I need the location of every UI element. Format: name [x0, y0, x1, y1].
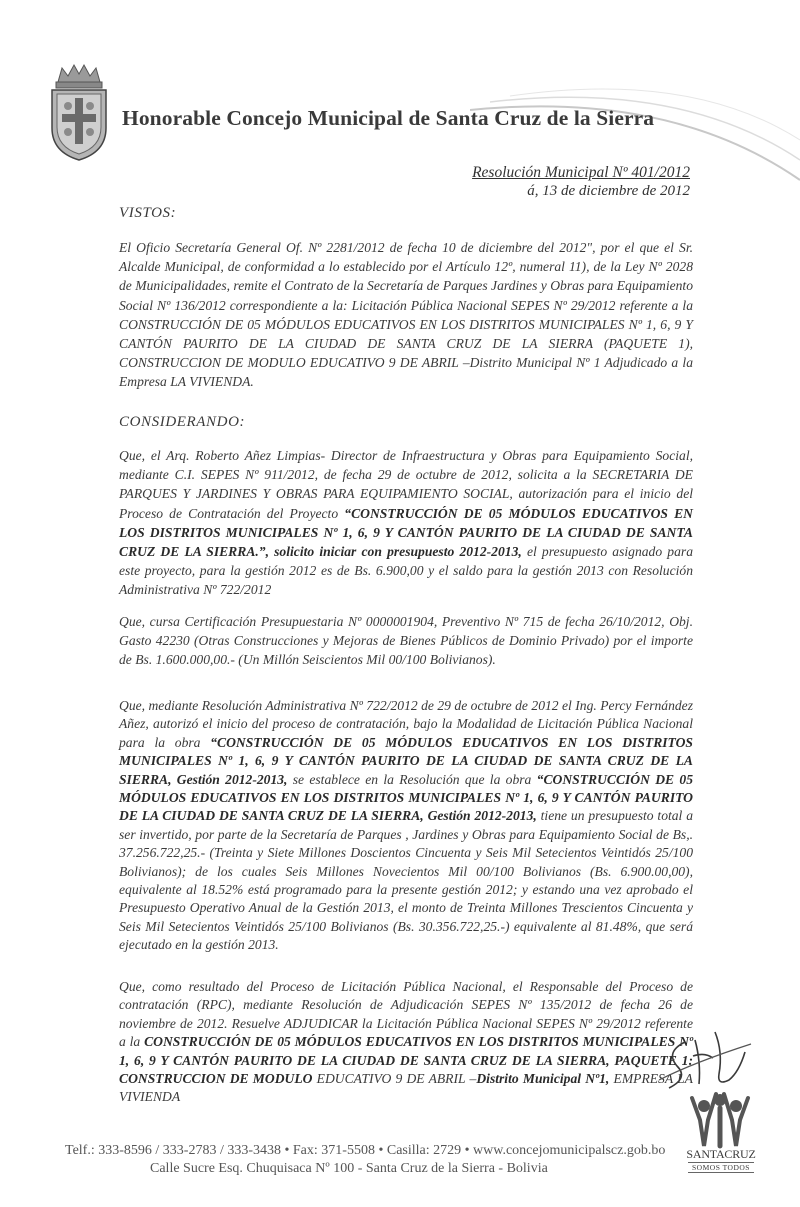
text-run: se establece en la Resolución que la obra [287, 771, 537, 787]
text-run: EMPRESA LA VIVIENDA [119, 1071, 693, 1105]
text-run: Que, mediante Resolución Administrativa Nº 722/2012 de 29 de octubre de 2012 el Ing. Percy Fernández Añez, autorizó el inicio del proceso de contratación, bajo la Modalidad de Licitación Pública Nacional para la obra [119, 698, 693, 750]
project-title-bold: “CONSTRUCCIÓN DE 05 MÓDULOS EDUCATIVOS EN LOS DISTRITOS MUNICIPALES Nº 1, 6, 9 Y CANTÓN PAURITO DE LA CIUDAD DE SANTA CRUZ DE LA SIERRA, Gestión 2012-2013, [119, 771, 693, 824]
santa-cruz-logo-subtitle: SOMOS TODOS [688, 1162, 754, 1173]
council-title: Honorable Concejo Municipal de Santa Cruz de la Sierra [122, 106, 655, 130]
text-run: tiene un presupuesto total a ser invertido, por parte de la Secretaría de Parques , Jardines y Obras para Equipamiento Social de Bs,. 37.256.722,25.- (Treinta y Siete Millones Doscientos Cincuenta y Seis Mil Setecientos Veintidós 25/100 Bolivianos); de los cuales Seis Millones Novecientos Mil 00/100 Bolivianos (Bs. 6.900.00,00), equivalente al 18.52% está programado para la presente gestión 2012; y estando una vez aprobado el Presupuesto Operativo Anual de la Gestión 2013, el monto de Treinta Millones Trescientos Cincuenta y Seis Mil Setecientos Veintidós 25/100 Bolivianos (Bs. 30.356.722,25.-) equivalente al 81.48%, que será ejecutado en la gestión 2013. [119, 808, 693, 953]
text-run: el presupuesto asignado para este proyecto, para la gestión 2012 es de Bs. 6.900,00 y el saldo para la gestión 2013 con Resolución Administrativa Nº 722/2012 [119, 544, 693, 598]
text-run: EDUCATIVO 9 DE ABRIL – [312, 1071, 477, 1087]
santa-cruz-logo-text: SANTACRUZ [686, 1147, 756, 1161]
award-title-bold: CONSTRUCCIÓN DE 05 MÓDULOS EDUCATIVOS EN LOS DISTRITOS MUNICIPALES Nº 1, 6, 9 Y CANTÓN PAURITO DE LA CIUDAD DE SANTA CRUZ DE LA SIERRA, PAQUETE 1: CONSTRUCCION DE MODULO [119, 1034, 694, 1087]
considerando-paragraph-4 [119, 978, 693, 1107]
vistos-heading: VISTOS: [119, 205, 177, 221]
considerando-paragraph-1 [119, 446, 693, 600]
coat-of-arms-icon [48, 62, 110, 162]
footer-address-line: Calle Sucre Esq. Chuquisaca Nº 100 - Santa Cruz de la Sierra - Bolivia [150, 1161, 548, 1176]
text-run: Que, como resultado del Proceso de Licitación Pública Nacional, el Responsable del Proceso de contratación (RPC), mediante Resolución de Adjudicación SEPES Nº 135/2012 de fecha 26 de noviembre de 2012. Resuelve ADJUDICAR la Licitación Pública Nacional SEPES Nº 29/2012 referente a la [119, 979, 693, 1050]
resolution-date: á, 13 de diciembre de 2012 [527, 183, 690, 199]
vistos-paragraph: El Oficio Secretaría General Of. Nº 2281/2012 de fecha 10 de diciembre del 2012", por el que el Sr. Alcalde Municipal, de conformidad a lo establecido por el Artículo 12º, numeral 11), de la Ley Nº 2028 de Municipalidades, remite el Contrato de la Secretaría de Parques Jardines y Obras para Equipamiento Social Nº 136/2012 correspondiente a la: Licitación Pública Nacional SEPES Nº 29/2012 referente a la CONSTRUCCIÓN DE 05 MÓDULOS EDUCATIVOS EN LOS DISTRITOS MUNICIPALES Nº 1, 6, 9 Y CANTÓN PAURITO DE LA CIUDAD DE SANTA CRUZ DE LA SIERRA (PAQUETE 1), CONSTRUCCION DE MODULO EDUCATIVO 9 DE ABRIL –Distrito Municipal Nº 1 Adjudicado a la Empresa LA VIVIENDA. [119, 240, 693, 390]
district-bold: Distrito Municipal Nº1, [476, 1071, 610, 1087]
considerando-paragraph-2: Que, cursa Certificación Presupuestaria Nº 0000001904, Preventivo Nº 715 de fecha 26/10/2012, Obj. Gasto 42230 (Otras Construcciones y Mejoras de Bienes Públicos de Dominio Privado) por el importe de Bs. 1.600.000,00.- (Un Millón Seiscientos Mil 00/100 Bolivianos). [119, 614, 693, 668]
considerando-paragraph-3 [119, 697, 693, 955]
footer-contact-line: Telf.: 333-8596 / 333-2783 / 333-3438 • Fax: 371-5508 • Casilla: 2729 • www.concejomunicipalscz.gob.bo [65, 1143, 666, 1158]
project-title-bold: “CONSTRUCCIÓN DE 05 MÓDULOS EDUCATIVOS EN LOS DISTRITOS MUNICIPALES Nº 1, 6, 9 Y CANTÓN PAURITO DE LA CIUDAD DE SANTA CRUZ DE LA SIERRA, Gestión 2012-2013, [119, 734, 693, 787]
considerando-heading: CONSIDERANDO: [119, 414, 246, 430]
project-title-bold: “CONSTRUCCIÓN DE 05 MÓDULOS EDUCATIVOS EN LOS DISTRITOS MUNICIPALES Nº 1, 6, 9 Y CANTÓN PAURITO DE LA CIUDAD DE SANTA CRUZ DE LA SIERRA.”, solicito iniciar con presupuesto 2012-2013, [119, 505, 693, 560]
resolution-number: Resolución Municipal Nº 401/2012 [472, 164, 690, 181]
text-run: Que, el Arq. Roberto Añez Limpias- Director de Infraestructura y Obras para Equipamiento Social, mediante C.I. SEPES Nº 911/2012, de fecha 29 de octubre de 2012, solicita a la SECRETARIA DE PARQUES Y JARDINES Y OBRAS PARA EQUIPAMIENTO SOCIAL, autorización para el inicio del Proceso de Contratación del Proyecto [119, 448, 693, 521]
